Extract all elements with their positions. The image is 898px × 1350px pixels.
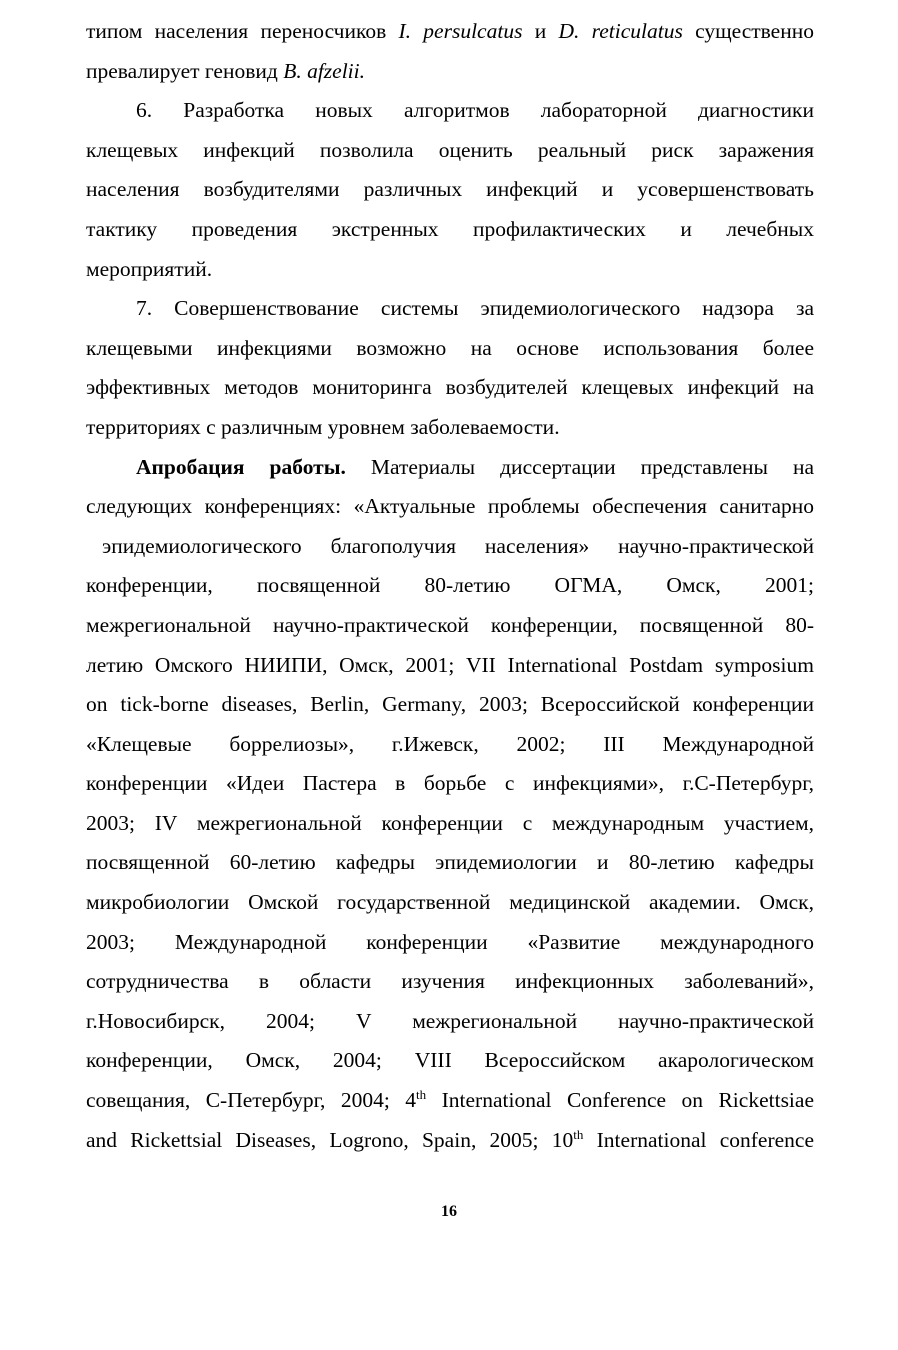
text-line (86, 606, 814, 646)
text-line (86, 1081, 814, 1121)
text-line (86, 527, 814, 567)
text-run: мероприятий. (86, 256, 213, 281)
text-run: Апробация работы. (136, 454, 346, 479)
text-line (86, 131, 814, 171)
text-run: межрегиональной научно-практической конференции, посвященной 80- (86, 612, 814, 637)
text-run: клещевых инфекций позволила оценить реальный риск заражения (86, 137, 814, 162)
text-run: населения возбудителями различных инфекций и усовершенствовать (86, 177, 814, 202)
superscript: th (416, 1086, 427, 1102)
text-run: эффективных методов мониторинга возбудителей клещевых инфекций на (86, 375, 814, 400)
text-run: 7. Совершенствование системы эпидемиологического надзора за (136, 296, 814, 321)
text-run: эпидемиологического благополучия населения» научно-практической (102, 533, 814, 558)
text-line (86, 1041, 814, 1081)
page-number: 16 (441, 1203, 457, 1220)
text-run: существенно (682, 19, 814, 43)
text-line (86, 685, 814, 725)
text-run: конференции «Идеи Пастера в борьбе с инфекциями», г.С-Петербург, (86, 771, 814, 796)
text-run: следующих конференциях: «Актуальные проблемы обеспечения санитарно (86, 494, 814, 519)
text-line (86, 487, 814, 527)
text-run: сотрудничества в области изучения инфекционных заболеваний», (86, 969, 814, 994)
text-run: летию Омского НИИПИ, Омск, 2001; VII International Postdam symposium (86, 652, 814, 677)
superscript: th (573, 1126, 584, 1142)
text-run: превалирует геновид (86, 58, 284, 83)
document-body (86, 12, 814, 1160)
text-line (86, 843, 814, 883)
text-line (86, 250, 814, 290)
text-line (86, 566, 814, 606)
text-run: D. reticulatus (558, 19, 683, 43)
text-line (86, 210, 814, 250)
text-run: I. persulcatus (398, 19, 523, 43)
text-line (86, 408, 814, 448)
text-line (86, 91, 814, 131)
text-run: 2003; Международной конференции «Развитие международного (86, 929, 814, 954)
text-run: микробиологии Омской государственной медицинской академии. Омск, (86, 890, 814, 915)
text-run: территориях с различным уровнем заболеваемости. (86, 414, 560, 439)
text-line (86, 764, 814, 804)
text-run: International Conference on Rickettsiae (426, 1088, 814, 1113)
text-line (86, 289, 814, 329)
text-line (86, 448, 814, 488)
text-run: Материалы диссертации представлены на (345, 454, 814, 479)
text-run: конференции, Омск, 2004; VIII Всероссийском акарологическом (86, 1048, 814, 1073)
text-run: клещевыми инфекциями возможно на основе использования более (86, 335, 814, 360)
text-run: on tick-borne diseases, Berlin, Germany, 2003; Всероссийской конференции (86, 692, 814, 717)
text-line (86, 725, 814, 765)
text-line (86, 804, 814, 844)
text-run: г.Новосибирск, 2004; V межрегиональной научно-практической (86, 1008, 814, 1033)
text-line (86, 329, 814, 369)
text-line (86, 1002, 814, 1042)
text-run: и (522, 19, 559, 43)
text-run: B. afzelii. (283, 58, 365, 83)
text-line (86, 52, 814, 92)
text-run: тактику проведения экстренных профилактических и лечебных (86, 216, 814, 241)
text-run: International conference (583, 1127, 814, 1152)
text-line (86, 12, 814, 52)
text-line (86, 368, 814, 408)
text-run: 2003; IV межрегиональной конференции с международным участием, (86, 810, 814, 835)
text-line (86, 170, 814, 210)
text-run: and Rickettsial Diseases, Logrono, Spain, 2005; 10 (86, 1127, 574, 1152)
text-run: типом населения переносчиков (86, 19, 399, 43)
text-run: конференции, посвященной 80-летию ОГМА, Омск, 2001; (86, 573, 814, 598)
text-line (86, 923, 814, 963)
text-line (86, 1121, 814, 1161)
text-run: совещания, С-Петербург, 2004; 4 (86, 1088, 417, 1113)
text-line (86, 646, 814, 686)
text-run: «Клещевые боррелиозы», г.Ижевск, 2002; III Международной (86, 731, 814, 756)
text-run: посвященной 60-летию кафедры эпидемиологии и 80-летию кафедры (86, 850, 814, 875)
text-line (86, 962, 814, 1002)
text-line (86, 883, 814, 923)
text-run: 6. Разработка новых алгоритмов лабораторной диагностики (136, 98, 814, 123)
